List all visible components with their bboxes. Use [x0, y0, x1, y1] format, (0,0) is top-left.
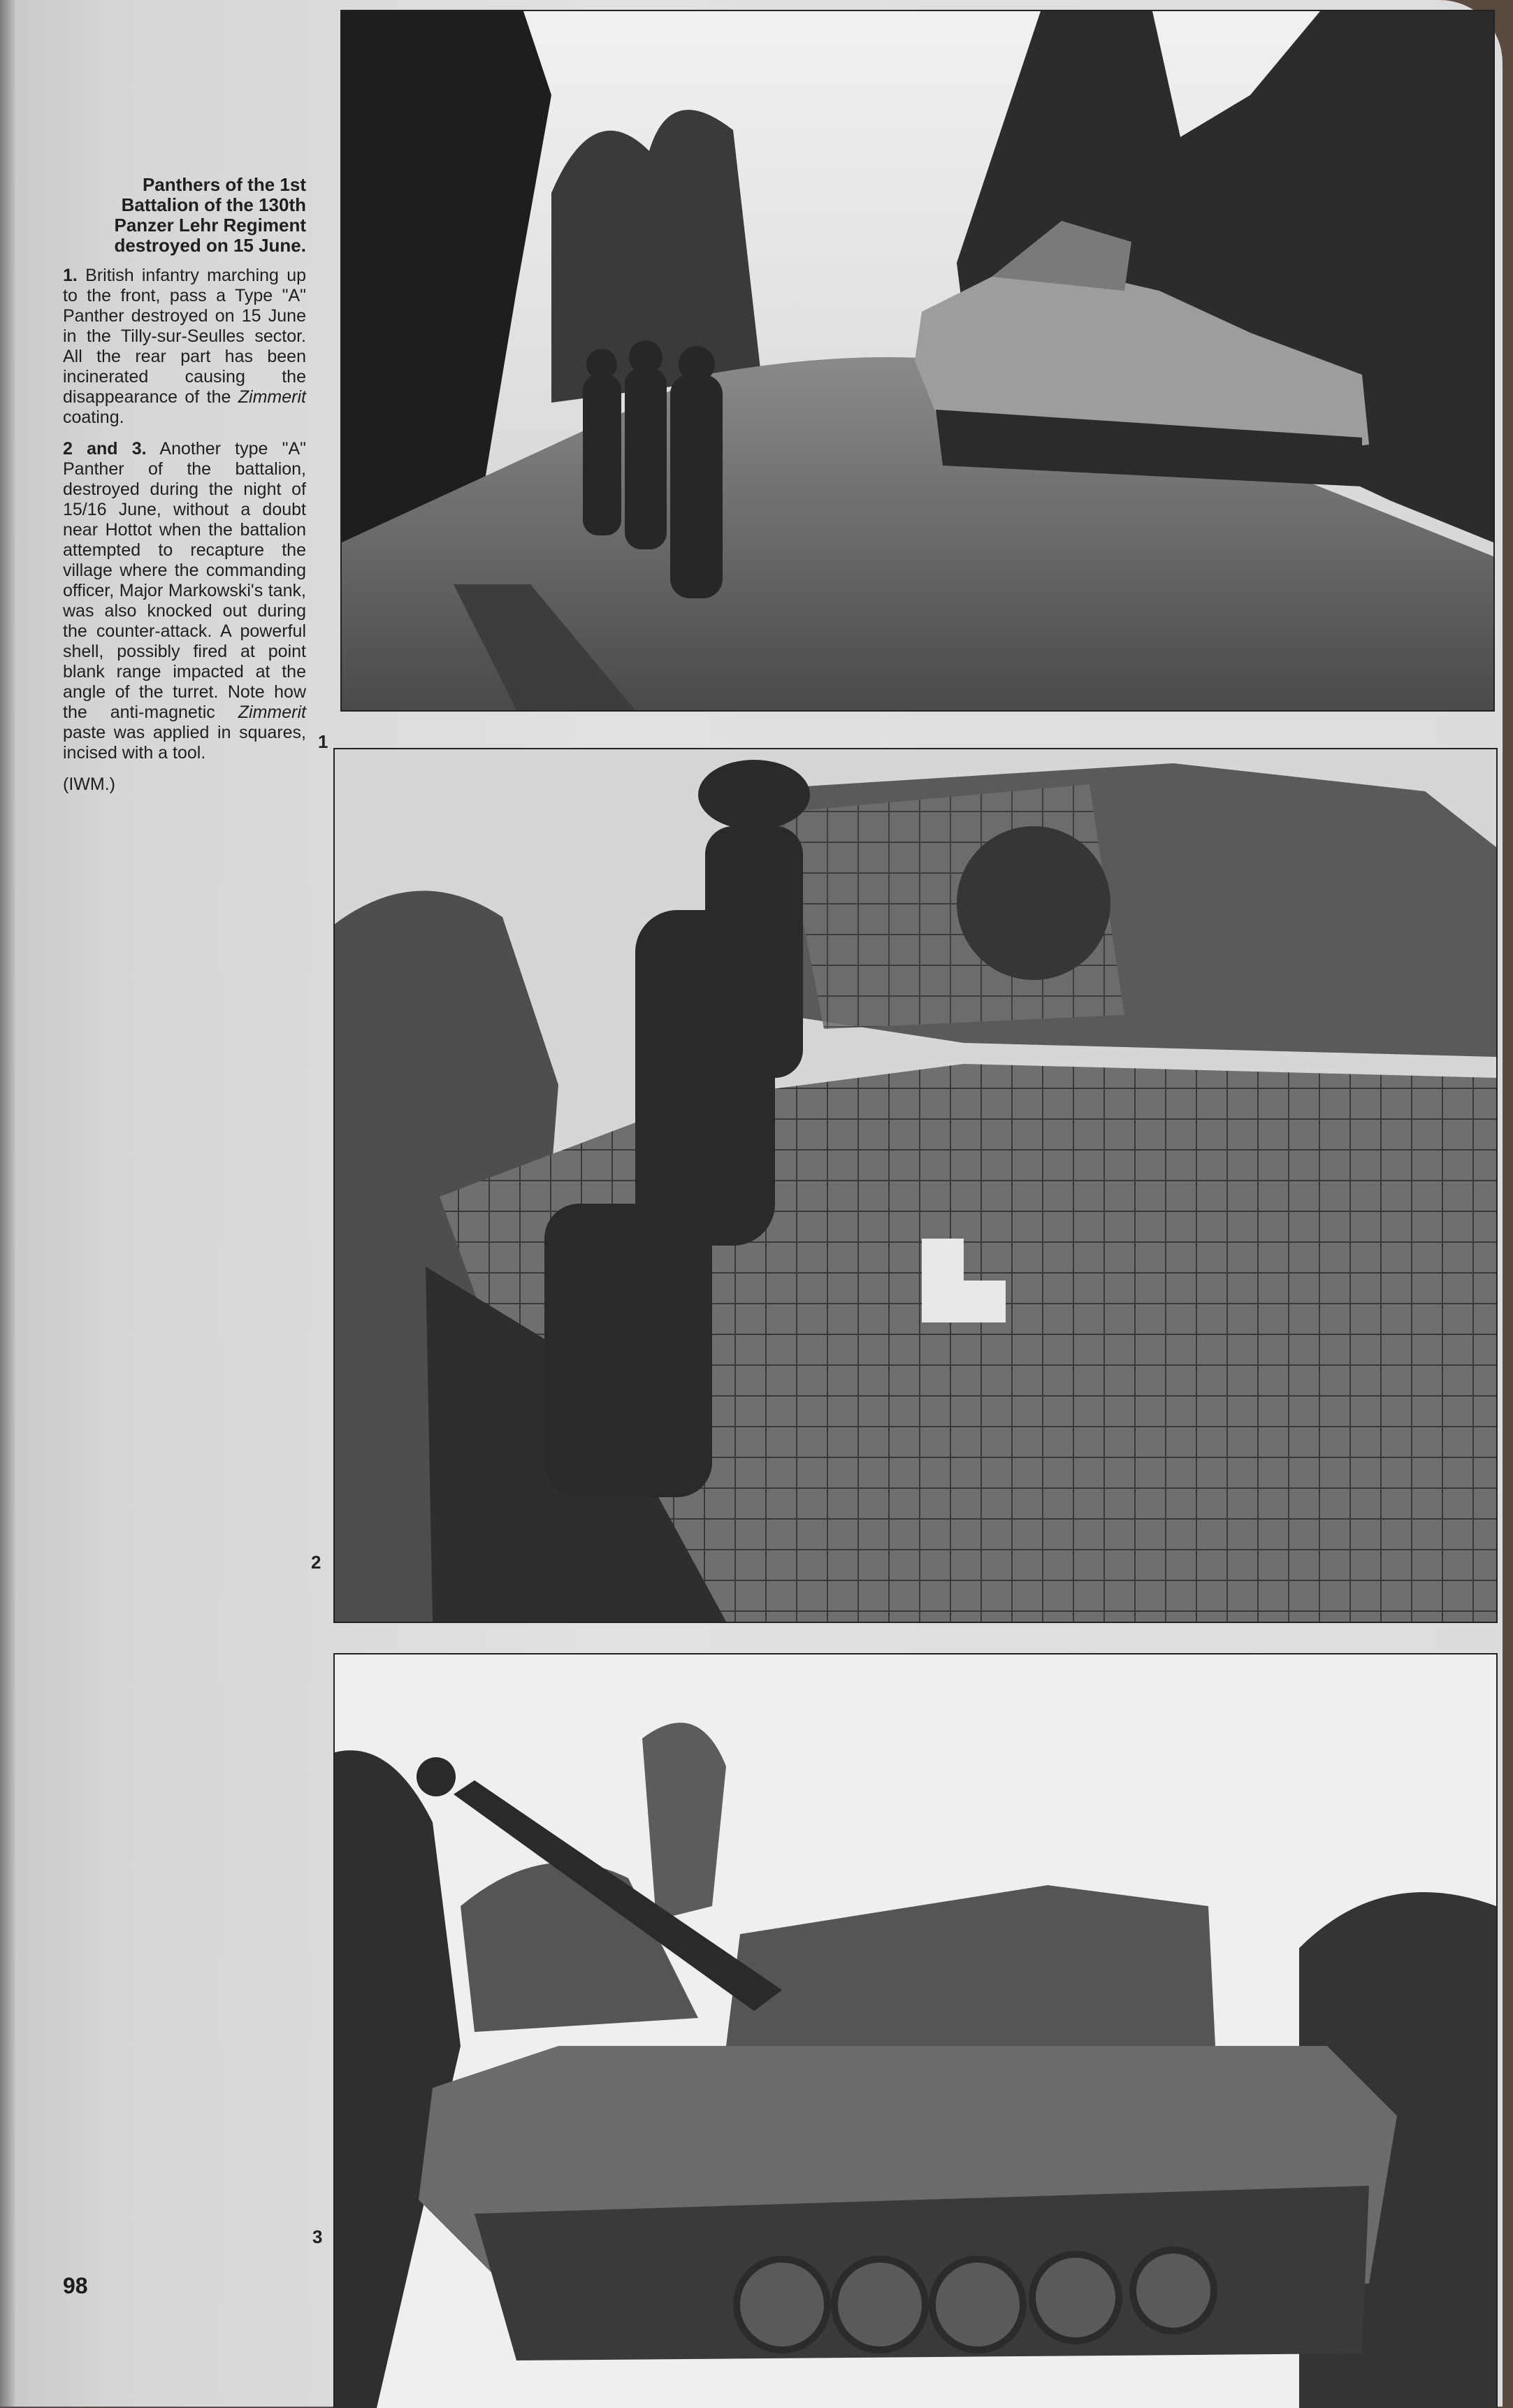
photo-1-image — [342, 11, 1493, 710]
photo-2-image — [335, 749, 1496, 1622]
photo-3 — [333, 1653, 1498, 2408]
caption-item-2 — [63, 439, 306, 763]
photo-1 — [340, 10, 1495, 712]
caption-item-1-emphasis: Zimmerit — [238, 387, 306, 407]
page-gutter-shadow — [0, 0, 15, 2407]
photo-3-label: 3 — [312, 2226, 323, 2247]
caption-item-1-number: 1. — [63, 266, 78, 285]
photo-2-label: 2 — [311, 1552, 321, 1573]
caption-item-2-text-a: Another type "A" Panther of the battalion, destroyed during the night of 15/16 June, without a doubt near Hottot when the battalion attempted to recapture the village where the commanding officer, Major Markowski's tank, was also knocked out during the counter-attack. A powerful shell, possibly fired at point blank range impacted at the angle of the turret. Note how the anti-magnetic — [63, 439, 306, 722]
caption-item-2-number: 2 and 3. — [63, 439, 147, 459]
page-number: 98 — [63, 2273, 88, 2298]
caption-item-1 — [63, 266, 306, 428]
caption-heading: Panthers of the 1st Battalion of the 130th Panzer Lehr Regiment destroyed on 15 June. — [114, 174, 306, 256]
photo-2 — [333, 748, 1498, 1623]
caption-item-1-text-b: coating. — [63, 408, 124, 427]
photo-1-label: 1 — [318, 731, 328, 752]
caption-item-2-text-b: paste was applied in squares, incised with a tool. — [63, 723, 306, 763]
caption-item-1-text-a: British infantry marching up to the front, pass a Type "A" Panther destroyed on 15 June in the Tilly-sur-Seulles sector. All the rear part has been incinerated causing the disappearance of the — [63, 266, 307, 407]
caption-item-2-emphasis: Zimmerit — [238, 702, 306, 722]
caption-credit: (IWM.) — [63, 774, 115, 794]
photo-caption — [63, 175, 306, 806]
photo-3-image — [335, 1654, 1496, 2408]
